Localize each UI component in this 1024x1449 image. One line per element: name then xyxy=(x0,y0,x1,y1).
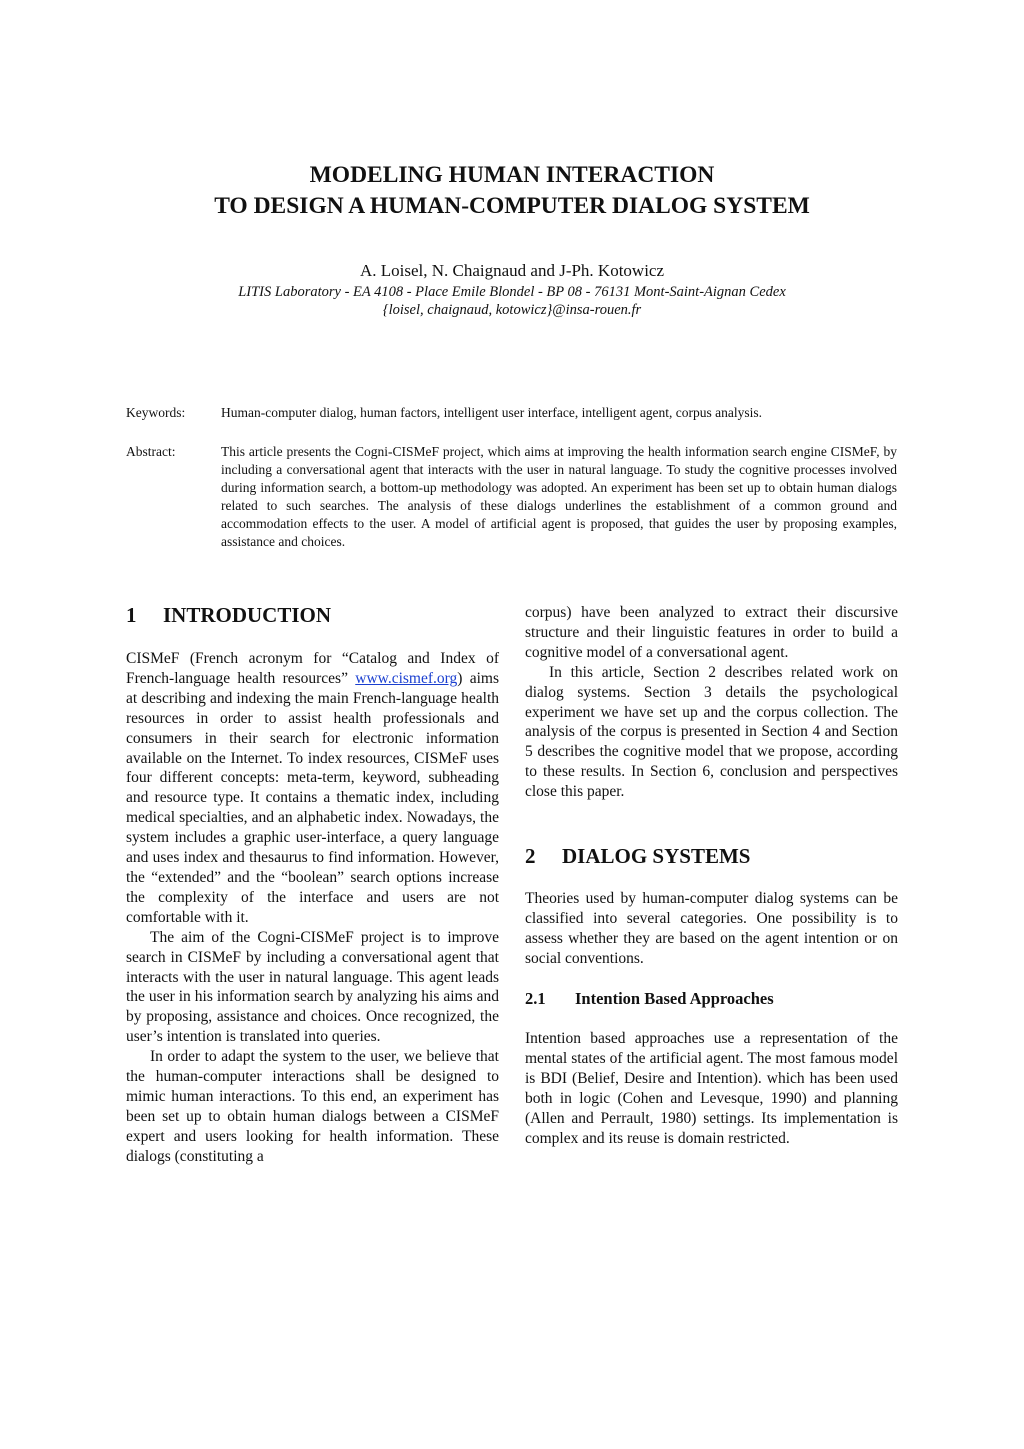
paper-title xyxy=(0,160,1024,222)
intro-paragraph-3: In order to adapt the system to the user, we believe that the human-computer interactions shall be designed to mimic human interactions. To this end, an experiment has been set up to obtain human dialogs between a CISMeF expert and users looking for health information. These dialogs (constituting a xyxy=(126,1048,499,1165)
keywords-label: Keywords: xyxy=(126,405,186,420)
title-line-2: TO DESIGN A HUMAN-COMPUTER DIALOG SYSTEM xyxy=(214,193,810,219)
abstract-label: Abstract: xyxy=(126,444,176,459)
subsection-2-1-body xyxy=(525,1029,898,1148)
intention-paragraph: Intention based approaches use a representation of the mental states of the artificial agent. The most famous model is BDI (Belief, Desire and Intention). which has been used both in logic (Cohen and Levesque, 1990) and planning (Allen and Perrault, 1980) settings. Its implementation is complex and its reuse is domain restricted. xyxy=(525,1030,898,1147)
section-2-number: 2 xyxy=(525,844,536,868)
affiliation: LITIS Laboratory - EA 4108 - Place Emile Blondel - BP 08 - 76131 Mont-Saint-Aignan Cedex xyxy=(238,284,786,300)
left-column xyxy=(126,649,499,1167)
right-column-intro xyxy=(525,603,898,802)
intro-paragraph-2: The aim of the Cogni-CISMeF project is to improve search in CISMeF by including a conversational agent that interacts with the user in natural language. This agent leads the user in his information search by analyzing his aims and by proposing, assistance and choices. Once recognized, the user’s intention is translated into queries. xyxy=(126,928,499,1046)
section-2-body xyxy=(525,889,898,969)
authors: A. Loisel, N. Chaignaud and J-Ph. Kotowicz xyxy=(359,261,665,280)
author-emails: {loisel, chaignaud, kotowicz}@insa-rouen.fr xyxy=(382,302,642,318)
intro-paragraph-3-continued: corpus) have been analyzed to extract their discursive structure and their linguistic features in order to build a cognitive model of a conversational agent. xyxy=(525,604,898,661)
intro-paragraph-4: In this article, Section 2 describes related work on dialog systems. Section 3 details the psychological experiment we have set up and the corpus collection. The analysis of the corpus is presented in Section 4 and Section 5 describes the cognitive model that we propose, according to these results. In Section 6, conclusion and perspectives close this paper. xyxy=(525,663,898,801)
dialog-systems-paragraph: Theories used by human-computer dialog systems can be classified into several categories. One possibility is to assess whether they are based on the agent intention or on social conventions. xyxy=(525,890,898,967)
subsection-2-1-heading xyxy=(525,988,774,1010)
section-2-title: DIALOG SYSTEMS xyxy=(562,844,751,868)
subsection-2-1-number: 2.1 xyxy=(525,989,546,1008)
section-2-heading xyxy=(525,843,750,869)
section-1-number: 1 xyxy=(126,603,137,627)
section-1-heading xyxy=(126,602,331,628)
title-line-1: MODELING HUMAN INTERACTION xyxy=(309,162,715,188)
section-1-title: INTRODUCTION xyxy=(163,603,332,627)
cismef-link[interactable]: www.cismef.org xyxy=(355,669,458,687)
abstract-text: This article presents the Cogni-CISMeF project, which aims at improving the health information search engine CISMeF, by including a conversational agent that interacts with the user in natural language. To study the cognitive processes involved during information search, a bottom-up methodology was adopted. An experiment has been set up to obtain human dialogs related to such searches. The analysis of these dialogs underlines the establishment of a common ground and accommodation effects to the user. A model of artificial agent is proposed, that guides the user by proposing examples, assistance and choices. xyxy=(221,444,897,549)
keywords-text: Human-computer dialog, human factors, intelligent user interface, intelligent agent, corpus analysis. xyxy=(221,405,762,420)
intro-paragraph-1: CISMeF (French acronym for “Catalog and Index of French-language health resources” www.cismef.org) aims at describing and indexing the main French-language health resources in order to assist health professionals and consumers in their search for electronic information available on the Internet. To index resources, CISMeF uses four different concepts: meta-term, keyword, subheading and resource type. It contains a thematic index, including medical specialties, and an alphabetic index. Nowadays, the system includes a graphic user-interface, a query language and uses index and thesaurus to find information. However, the “extended” and the “boolean” search options increase the complexity of the interface and users are not comfortable with it. xyxy=(126,650,499,926)
subsection-2-1-title: Intention Based Approaches xyxy=(575,989,774,1008)
